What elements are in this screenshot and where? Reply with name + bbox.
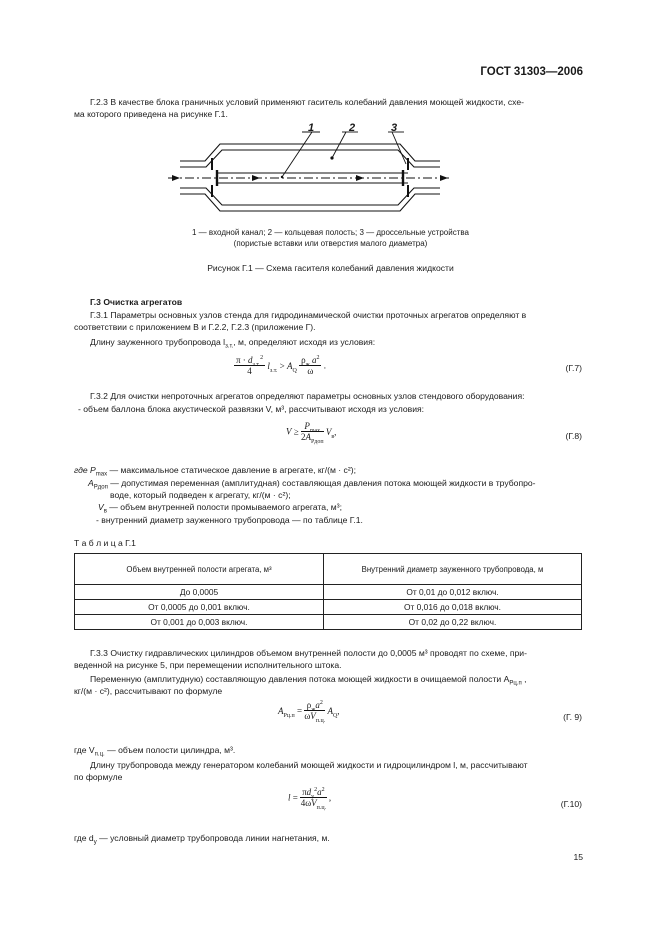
- equation-number-g9: (Г. 9): [563, 712, 582, 722]
- where-diameter: - внутренний диаметр зауженного трубопровода — по таблице Г.1.: [96, 515, 363, 525]
- paragraph-g32-line1: Г.3.2 Для очистки непроточных агрегатов определяют параметры основных узлов стендового оборудования:: [90, 391, 525, 401]
- equation-number-g7: (Г.7): [565, 363, 582, 373]
- paragraph-length-condition: Длину зауженного трубопровода $l_{з.т.}$, м, определяют исходя из условия:: [90, 337, 376, 350]
- table-g1: [74, 553, 582, 630]
- paragraph-g32-line2: - объем баллона блока акустической развязки V, м³, рассчитывают исходя из условия:: [78, 404, 425, 414]
- table-row: [75, 600, 582, 615]
- where-dy: где $d_у$ — условный диаметр трубопровода линии нагнетания, м.: [74, 833, 330, 846]
- table-cell: От 0,016 до 0,018 включ.: [324, 600, 582, 615]
- table-header-diameter: Внутренний диаметр зауженного трубопровода, м: [324, 554, 582, 585]
- where-apdop: $A_{Pдоп}$ — допустимая переменная (амплитудная) составляющая давления потока моющей жидкости в трубопро-: [88, 478, 536, 491]
- table-title: Т а б л и ц а Г.1: [74, 538, 136, 548]
- section-heading-g3: Г.3 Очистка агрегатов: [90, 297, 183, 307]
- figure-legend-line1: 1 — входной канал; 2 — кольцевая полость; 3 — дроссельные устройства: [192, 228, 469, 237]
- equation-g9: $A_{Pц.п}$ = $\rho_жa^2$ $\omega V_{п.ц.}$ $A_Q$,: [278, 700, 340, 724]
- where-vpc: где $V_{п.ц.}$ — объем полости цилиндра, м³.: [74, 745, 236, 758]
- damper-diagram: [160, 120, 460, 220]
- figure-legend-line2: (пористые вставки или отверстия малого диаметра): [233, 239, 428, 248]
- equation-number-g10: (Г.10): [560, 799, 582, 809]
- where-pmax: где $P_{max}$ — максимальное статическое давление в агрегате, кг/(м · с²);: [74, 465, 356, 478]
- where-vv: $V_в$ — объем внутренней полости промываемого агрегата, м³;: [98, 502, 342, 515]
- paragraph-amplitude-line2: кг/(м · с²), рассчитывают по формуле: [74, 686, 223, 696]
- table-cell: От 0,001 до 0,003 включ.: [75, 615, 324, 630]
- where-apdop-line2: воде, который подведен к агрегату, кг/(м · с²);: [110, 490, 291, 500]
- table-cell: От 0,02 до 0,22 включ.: [324, 615, 582, 630]
- table-cell: От 0,01 до 0,012 включ.: [324, 585, 582, 600]
- paragraph-g31-line1: Г.3.1 Параметры основных узлов стенда для гидродинамической очистки проточных агрегатов определяют в: [90, 310, 527, 320]
- figure-caption: Рисунок Г.1 — Схема гасителя колебаний давления жидкости: [207, 263, 454, 273]
- standard-number: ГОСТ 31303—2006: [480, 66, 583, 78]
- paragraph-pipe-length-line1: Длину трубопровода между генератором колебаний моющей жидкости и гидроцилиндром l, м, рассчитывают: [90, 760, 528, 770]
- paragraph-g33-line2: веденной на рисунке 5, при перемещении исполнительного штока.: [74, 660, 342, 670]
- paragraph-g31-line2: соответствии с приложением В и Г.2.2, Г.2.3 (приложение Г).: [74, 322, 316, 332]
- page-number: 15: [573, 852, 583, 862]
- callout-2: 2: [349, 122, 356, 134]
- table-cell: От 0,0005 до 0,001 включ.: [75, 600, 324, 615]
- paragraph-g23-line1: Г.2.3 В качестве блока граничных условий применяют гаситель колебаний давления моющей жидкости, схе-: [90, 97, 524, 107]
- callout-3: 3: [391, 122, 398, 134]
- paragraph-pipe-length-line2: по формуле: [74, 772, 123, 782]
- equation-number-g8: (Г.8): [565, 431, 582, 441]
- equation-g7: $\pi \cdot d_{з.т.}^2$ 4 $l_{з.т.} > A_Q$ $\rho_ж$ $a^2$ ω .: [236, 355, 326, 376]
- paragraph-g23-line2: ма которого приведена на рисунке Г.1.: [74, 109, 228, 119]
- table-header-volume: Объем внутренней полости агрегата, м³: [75, 554, 324, 585]
- table-row: [75, 585, 582, 600]
- table-cell: До 0,0005: [75, 585, 324, 600]
- paragraph-g33-line1: Г.3.3 Очистку гидравлических цилиндров объемом внутренней полости до 0,0005 м³ проводят по схеме, при-: [90, 648, 527, 658]
- equation-g10: l = $\pi d_у^2a^2$ $4\omega V_{п.ц.}$ ,: [288, 787, 332, 811]
- table-row: [75, 615, 582, 630]
- paragraph-amplitude-line1: Переменную (амплитудную) составляющую давления потока моющей жидкости в очищаемой полости $A_{Pц.п}$ ,: [90, 674, 527, 687]
- callout-1: 1: [308, 122, 315, 134]
- equation-g8: V ≥ $P_{max}$ $2A_{Pдоп}$ $V_в$,: [286, 421, 337, 445]
